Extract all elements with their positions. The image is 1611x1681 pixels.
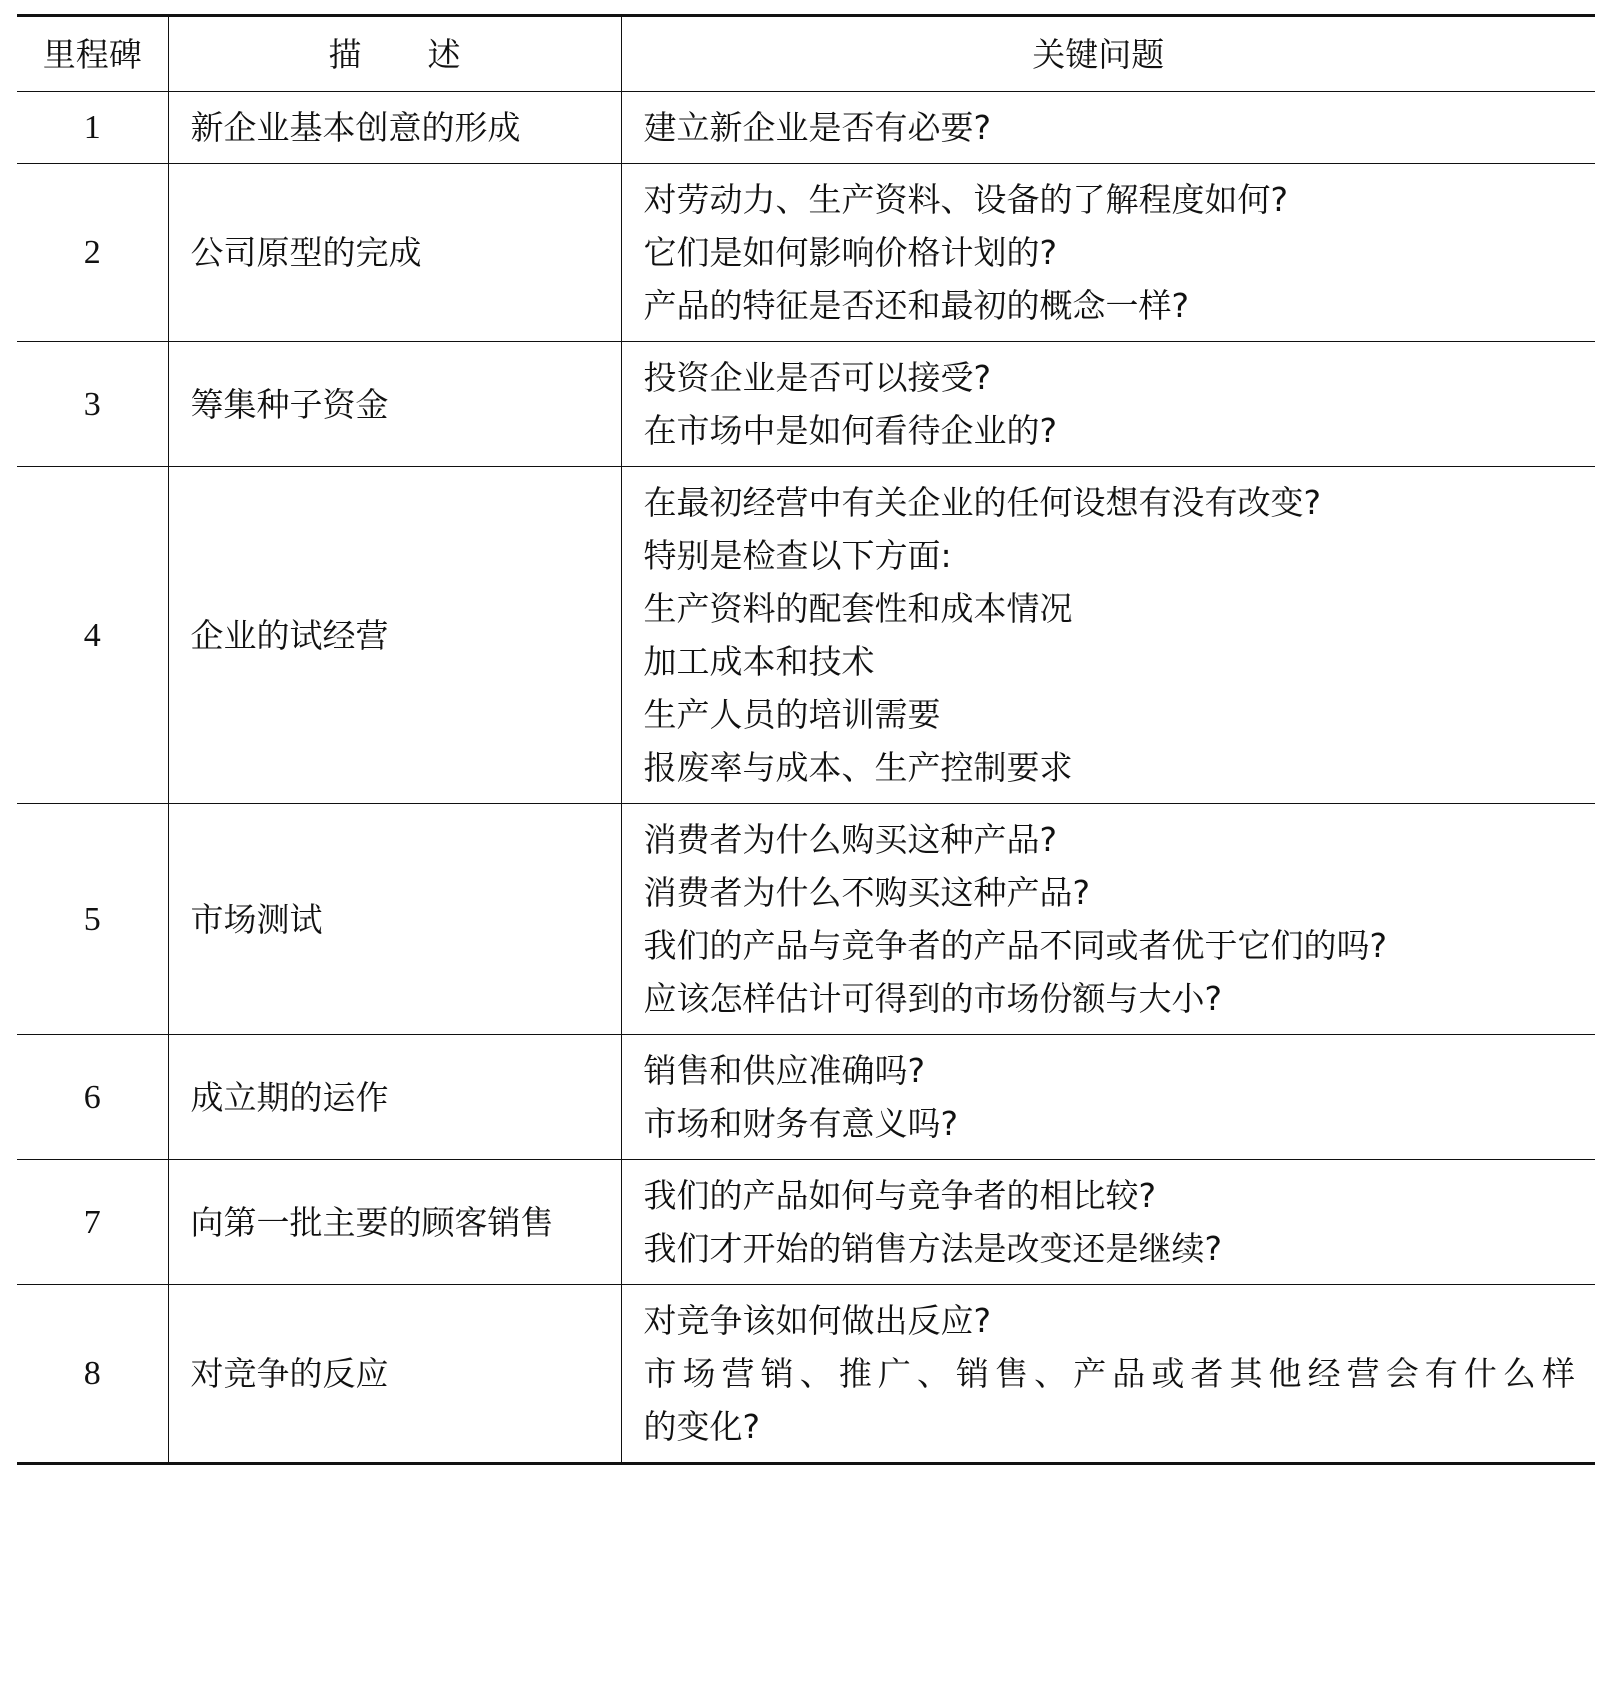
question-line: 加工成本和技术 — [643, 642, 875, 681]
milestone-description: 新企业基本创意的形成 — [168, 92, 621, 164]
table-row — [17, 92, 1595, 164]
milestone-table — [17, 14, 1595, 1465]
question-line: 我们的产品与竞争者的产品不同或者优于它们的吗? — [643, 926, 1388, 965]
milestone-description: 公司原型的完成 — [168, 164, 621, 342]
question-line: 市场和财务有意义吗? — [643, 1104, 959, 1143]
milestone-number: 2 — [17, 164, 168, 342]
table-row — [17, 1035, 1595, 1160]
question-line: 消费者为什么购买这种产品? — [643, 820, 1058, 859]
milestone-number: 7 — [17, 1160, 168, 1285]
question-line: 产品的特征是否还和最初的概念一样? — [643, 286, 1190, 325]
key-questions-cell — [621, 1285, 1595, 1464]
milestone-number: 4 — [17, 467, 168, 804]
milestone-number: 1 — [17, 92, 168, 164]
key-questions-cell — [621, 342, 1595, 467]
table-header-row — [17, 16, 1595, 92]
question-line: 消费者为什么不购买这种产品? — [643, 873, 1091, 912]
header-key-questions: 关键问题 — [1032, 34, 1165, 74]
key-questions-cell — [621, 92, 1595, 164]
question-line: 建立新企业是否有必要? — [643, 108, 992, 147]
milestone-description: 成立期的运作 — [168, 1035, 621, 1160]
key-questions-cell — [621, 1035, 1595, 1160]
question-line: 我们才开始的销售方法是改变还是继续? — [643, 1229, 1223, 1268]
milestone-description: 企业的试经营 — [168, 467, 621, 804]
question-line: 对劳动力、生产资料、设备的了解程度如何? — [643, 180, 1289, 219]
header-milestone: 里程碑 — [17, 16, 168, 92]
milestone-number: 5 — [17, 804, 168, 1035]
table-row — [17, 1160, 1595, 1285]
table-row — [17, 342, 1595, 467]
table-row — [17, 1285, 1595, 1464]
key-questions-cell — [621, 1160, 1595, 1285]
milestone-description: 向第一批主要的顾客销售 — [168, 1160, 621, 1285]
table-row — [17, 467, 1595, 804]
key-questions-cell — [621, 804, 1595, 1035]
table-row — [17, 164, 1595, 342]
header-description: 描 述 — [168, 16, 621, 92]
milestone-description: 市场测试 — [168, 804, 621, 1035]
milestone-number: 6 — [17, 1035, 168, 1160]
question-line: 应该怎样估计可得到的市场份额与大小? — [643, 979, 1223, 1018]
milestone-number: 8 — [17, 1285, 168, 1464]
question-line: 它们是如何影响价格计划的? — [643, 233, 1058, 272]
question-line: 特别是检查以下方面: — [643, 536, 952, 575]
question-line: 生产人员的培训需要 — [643, 695, 941, 734]
question-line: 我们的产品如何与竞争者的相比较? — [643, 1176, 1157, 1215]
question-line: 投资企业是否可以接受? — [643, 358, 992, 397]
table-row — [17, 804, 1595, 1035]
key-questions-cell — [621, 164, 1595, 342]
question-line: 销售和供应准确吗? — [643, 1051, 926, 1090]
milestone-description: 对竞争的反应 — [168, 1285, 621, 1464]
milestone-number: 3 — [17, 342, 168, 467]
milestone-description: 筹集种子资金 — [168, 342, 621, 467]
question-line: 对竞争该如何做出反应? — [643, 1301, 992, 1340]
question-line: 报废率与成本、生产控制要求 — [643, 748, 1073, 787]
question-line: 的变化? — [643, 1407, 761, 1446]
question-line: 在最初经营中有关企业的任何设想有没有改变? — [643, 483, 1322, 522]
question-line: 在市场中是如何看待企业的? — [643, 411, 1058, 450]
key-questions-cell — [621, 467, 1595, 804]
question-line: 市场营销、推广、销售、产品或者其他经营会有什么样 — [643, 1354, 1575, 1393]
question-line: 生产资料的配套性和成本情况 — [643, 589, 1073, 628]
